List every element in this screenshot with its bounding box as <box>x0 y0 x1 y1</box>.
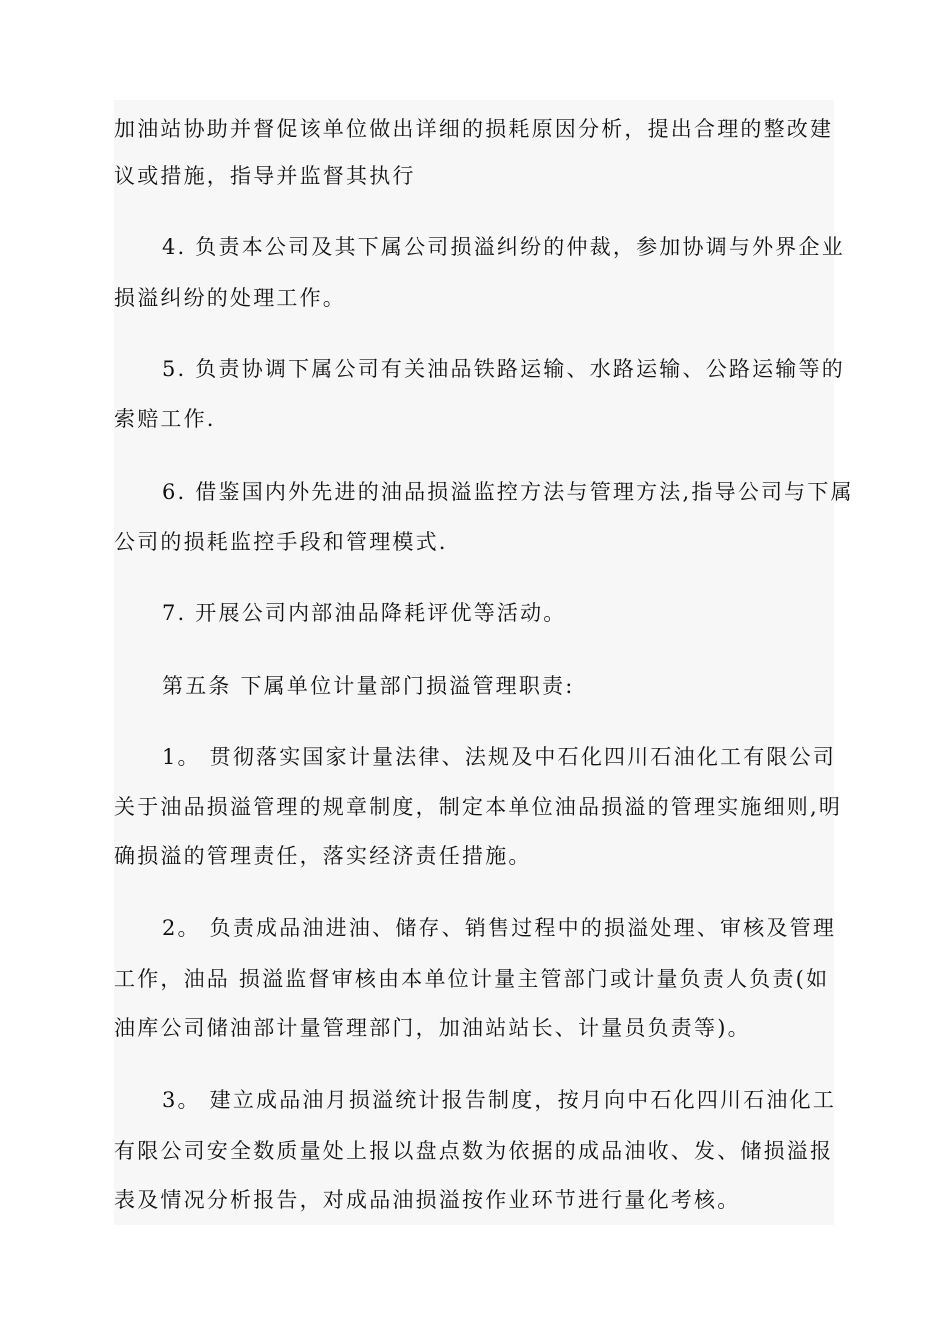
paragraph-line: 5. 负责协调下属公司有关油品铁路运输、水路运输、公路运输等的 <box>162 357 845 381</box>
paragraph-line: 7. 开展公司内部油品降耗评优等活动。 <box>162 601 567 625</box>
paragraph-line: 6. 借鉴国内外先进的油品损溢监控方法与管理方法,指导公司与下属 <box>162 480 854 504</box>
paragraph-line: 3。 建立成品油月损溢统计报告制度，按月向中石化四川石油化工 <box>162 1088 837 1112</box>
paragraph-line: 损溢纠纷的处理工作。 <box>114 286 346 310</box>
document-body <box>114 100 854 1225</box>
paragraph-line: 加油站协助并督促该单位做出详细的损耗原因分析，提出合理的整改建 <box>114 117 834 141</box>
paragraph-line: 表及情况分析报告，对成品油损溢按作业环节进行量化考核。 <box>114 1188 741 1212</box>
paragraph-line: 议或措施，指导并监督其执行 <box>114 164 416 188</box>
paragraph-line: 确损溢的管理责任，落实经济责任措施。 <box>114 844 532 868</box>
paragraph-line: 工作，油品 损溢监督审核由本单位计量主管部门或计量负责人负责(如 <box>114 967 830 991</box>
section-heading: 第五条 下属单位计量部门损溢管理职责: <box>162 674 575 698</box>
paragraph-line: 4. 负责本公司及其下属公司损溢纠纷的仲裁，参加协调与外界企业 <box>162 235 845 259</box>
paragraph-line: 关于油品损溢管理的规章制度，制定本单位油品损溢的管理实施细则,明 <box>114 795 843 819</box>
paragraph-line: 公司的损耗监控手段和管理模式. <box>114 530 448 554</box>
paragraph-line: 1。 贯彻落实国家计量法律、法规及中石化四川石油化工有限公司 <box>162 745 837 769</box>
paragraph-line: 2。 负责成品油进油、储存、销售过程中的损溢处理、审核及管理 <box>162 916 837 940</box>
paragraph-line: 索赔工作. <box>114 407 216 431</box>
paragraph-line: 有限公司安全数质量处上报以盘点数为依据的成品油收、发、储损溢报 <box>114 1139 834 1163</box>
paragraph-line: 油库公司储油部计量管理部门，加油站站长、计量员负责等)。 <box>114 1016 751 1040</box>
